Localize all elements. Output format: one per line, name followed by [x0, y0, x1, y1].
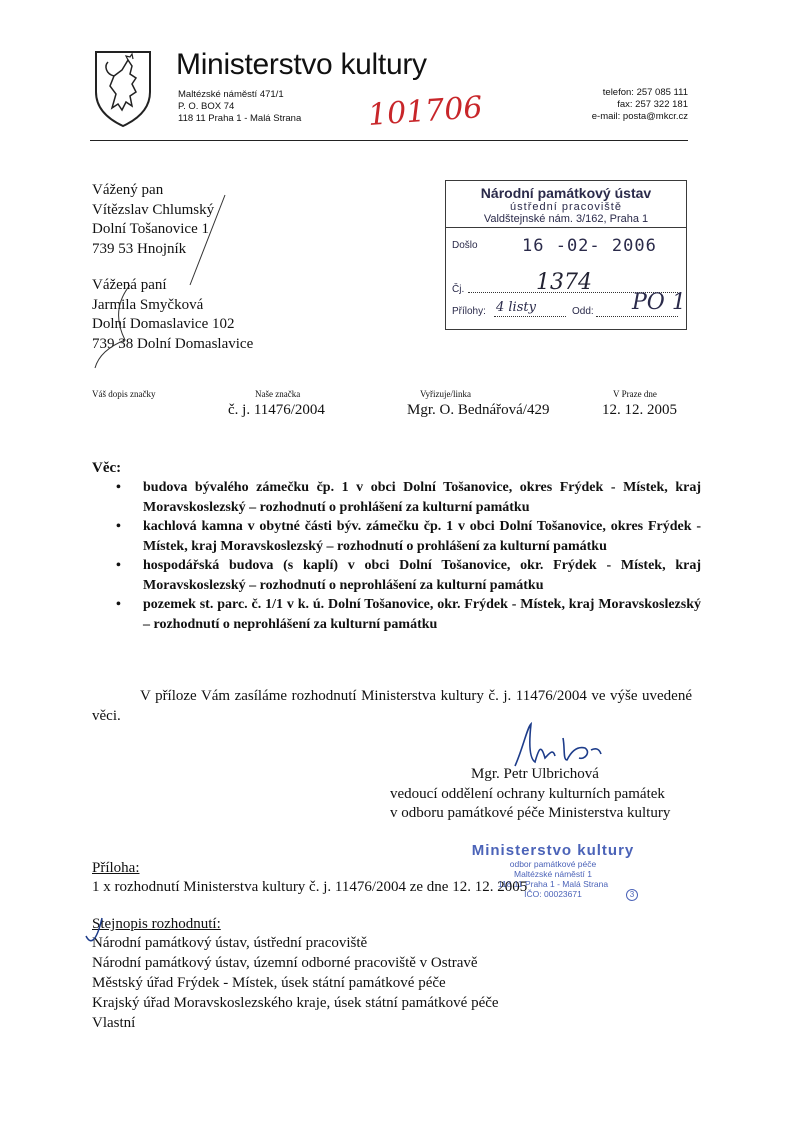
copies-list: [92, 933, 499, 1033]
attachment-text: 1 x rozhodnutí Ministerstva kultury č. j. 11476/2004 ze dne 12. 12. 2005: [92, 879, 528, 895]
subject-item: • hospodářská budova (s kaplí) v obci Dolní Tošanovice, okr. Frýdek - Místek, kraj Moravskoslezský – rozhodnutí o neprohlášení za kulturní památku: [116, 558, 701, 593]
ref-value-date: 12. 12. 2005: [602, 402, 677, 418]
copy-recipient: Národní památkový ústav, územní odborné pracoviště v Ostravě: [92, 955, 478, 971]
subject-item: • pozemek st. parc. č. 1/1 v k. ú. Dolní Tošanovice, okr. Frýdek - Místek, kraj Moravskoslezský – rozhodnutí o neprohlášení za kulturní památku: [116, 597, 701, 632]
subject-list: [116, 478, 701, 634]
dept-value: PO 1: [632, 290, 686, 315]
attachments-value: 4 listy: [496, 300, 536, 315]
coat-of-arms-icon: [92, 48, 154, 128]
ref-value-handled-by: Mgr. O. Bednářová/429: [407, 402, 550, 418]
subject-item: • kachlová kamna v obytné části býv. zámečku čp. 1 v obci Dolní Tošanovice, okres Frýdek - Místek, kraj Moravskoslezský – rozhodnutí o prohlášení za kulturní památku: [116, 519, 701, 554]
header-divider: [90, 140, 688, 141]
received-date: 16 -02- 2006: [522, 236, 657, 256]
copies-label: Stejnopis rozhodnutí:: [92, 916, 221, 932]
check-mark: [84, 914, 106, 944]
subject-item: • budova bývalého zámečku čp. 1 v obci Dolní Tošanovice, okres Frýdek - Místek, kraj Moravskoslezský – rozhodnutí o prohlášení za kulturní památku: [116, 480, 701, 515]
ministry-address: Maltézské náměstí 471/1 P. O. BOX 74 118 11 Praha 1 - Malá Strana: [178, 89, 302, 124]
received-label: Došlo: [452, 240, 478, 251]
ref-value-our-ref: č. j. 11476/2004: [228, 402, 325, 418]
ministry-title: Ministerstvo kultury: [176, 48, 427, 81]
office-stamp: Ministerstvo kultury odbor památkové péče Maltézské náměstí 1 118 11 Praha 1 - Malá Strana IČO: 00023671 3: [448, 842, 658, 899]
attachment-label: Příloha:: [92, 860, 140, 876]
subject-label: Věc:: [92, 460, 122, 476]
recipient-2: Vážená paní Jarmila Smyčková Dolní Domaslavice 102 739 38 Dolní Domaslavice: [92, 277, 254, 352]
receipt-stamp-address: Valdštejnské nám. 3/162, Praha 1: [483, 213, 649, 225]
copy-recipient: Krajský úřad Moravskoslezského kraje, úsek státní památkové péče: [92, 995, 499, 1011]
receipt-stamp-unit: ústřední pracoviště: [510, 201, 622, 213]
ministry-contact: telefon: 257 085 111 fax: 257 322 181 e-mail: posta@mkcr.cz: [591, 87, 688, 122]
receipt-stamp: [445, 180, 687, 330]
dept-label: Odd:: [572, 306, 594, 317]
recipient-1: Vážený pan Vítězslav Chlumský Dolní Tošanovice 1 739 53 Hnojník: [92, 182, 215, 257]
body-paragraph: V příloze Vám zasíláme rozhodnutí Ministerstva kultury č. j. 11476/2004 ve výše uvedené věci.: [92, 688, 692, 724]
pen-strike-mark: [90, 190, 230, 370]
ref-label-handled-by: Vyřizuje/linka: [420, 389, 471, 399]
ref-label: Čj.: [452, 284, 465, 295]
copy-recipient: Národní památkový ústav, ústřední pracoviště: [92, 935, 368, 951]
copy-recipient: Vlastní: [92, 1015, 136, 1031]
ref-label-date: V Praze dne: [613, 389, 657, 399]
attachments-label: Přílohy:: [452, 306, 486, 317]
receipt-stamp-institution: Národní památkový ústav: [480, 185, 652, 201]
signature-department: v odboru památkové péče Ministerstva kultury: [390, 805, 671, 821]
ref-label-our-ref: Naše značka: [255, 389, 301, 399]
signature-name: Mgr. Petr Ulbrichová: [471, 766, 599, 782]
ref-label-your-letter: Váš dopis značky: [92, 389, 156, 399]
signature-position: vedoucí oddělení ochrany kulturních památek: [390, 786, 665, 802]
registry-number: 101706: [366, 90, 484, 133]
ref-value: 1374: [536, 270, 592, 295]
copy-recipient: Městský úřad Frýdek - Místek, úsek státní památkové péče: [92, 975, 446, 991]
